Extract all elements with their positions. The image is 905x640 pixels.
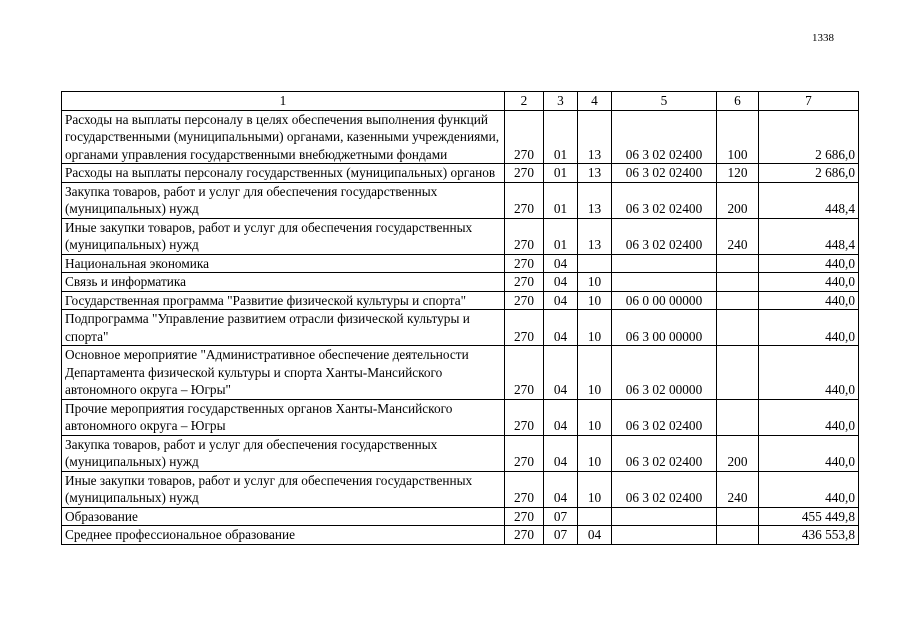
row-name-cell: Государственная программа "Развитие физической культуры и спорта" <box>62 291 505 310</box>
col7-amount-cell: 440,0 <box>759 346 859 400</box>
col3-cell: 01 <box>544 164 578 183</box>
table-row <box>62 164 859 183</box>
table-row <box>62 182 859 218</box>
col4-cell: 10 <box>578 399 612 435</box>
column-header: 3 <box>544 92 578 111</box>
col5-cell: 06 3 02 00000 <box>612 346 717 400</box>
col2-cell: 270 <box>505 254 544 273</box>
col5-cell: 06 3 00 00000 <box>612 310 717 346</box>
table-row <box>62 273 859 292</box>
col6-cell <box>717 346 759 400</box>
column-header: 7 <box>759 92 859 111</box>
col7-amount-cell: 440,0 <box>759 254 859 273</box>
table-row <box>62 110 859 164</box>
row-name-cell: Прочие мероприятия государственных органов Ханты-Мансийского автономного округа – Югры <box>62 399 505 435</box>
col4-cell: 13 <box>578 110 612 164</box>
column-header: 4 <box>578 92 612 111</box>
col2-cell: 270 <box>505 435 544 471</box>
table-row <box>62 254 859 273</box>
col7-amount-cell: 440,0 <box>759 291 859 310</box>
col5-cell: 06 3 02 02400 <box>612 471 717 507</box>
col3-cell: 01 <box>544 110 578 164</box>
col6-cell <box>717 526 759 545</box>
column-header: 2 <box>505 92 544 111</box>
col5-cell <box>612 507 717 526</box>
col3-cell: 04 <box>544 471 578 507</box>
col3-cell: 04 <box>544 346 578 400</box>
table-row <box>62 526 859 545</box>
table-row <box>62 291 859 310</box>
col4-cell: 13 <box>578 182 612 218</box>
row-name-cell: Подпрограмма "Управление развитием отрасли физической культуры и спорта" <box>62 310 505 346</box>
col7-amount-cell: 2 686,0 <box>759 164 859 183</box>
col6-cell <box>717 507 759 526</box>
col2-cell: 270 <box>505 471 544 507</box>
table-row <box>62 218 859 254</box>
col2-cell: 270 <box>505 218 544 254</box>
col2-cell: 270 <box>505 164 544 183</box>
col7-amount-cell: 455 449,8 <box>759 507 859 526</box>
col7-amount-cell: 440,0 <box>759 471 859 507</box>
col3-cell: 04 <box>544 399 578 435</box>
col5-cell: 06 3 02 02400 <box>612 164 717 183</box>
column-header: 6 <box>717 92 759 111</box>
col4-cell: 10 <box>578 273 612 292</box>
row-name-cell: Основное мероприятие "Административное обеспечение деятельности Департамента физической культуры и спорта Ханты-Мансийского автономного округа – Югры" <box>62 346 505 400</box>
table-header <box>62 92 859 111</box>
col7-amount-cell: 440,0 <box>759 399 859 435</box>
table-row <box>62 346 859 400</box>
col3-cell: 01 <box>544 218 578 254</box>
budget-table <box>61 91 859 545</box>
col2-cell: 270 <box>505 526 544 545</box>
col6-cell: 100 <box>717 110 759 164</box>
table-row <box>62 507 859 526</box>
col4-cell: 04 <box>578 526 612 545</box>
col6-cell <box>717 399 759 435</box>
row-name-cell: Расходы на выплаты персоналу государственных (муниципальных) органов <box>62 164 505 183</box>
col3-cell: 07 <box>544 526 578 545</box>
table-body <box>62 110 859 544</box>
row-name-cell: Закупка товаров, работ и услуг для обеспечения государственных (муниципальных) нужд <box>62 435 505 471</box>
col7-amount-cell: 448,4 <box>759 218 859 254</box>
col4-cell: 10 <box>578 291 612 310</box>
col5-cell: 06 0 00 00000 <box>612 291 717 310</box>
col3-cell: 04 <box>544 435 578 471</box>
col5-cell: 06 3 02 02400 <box>612 399 717 435</box>
col4-cell <box>578 507 612 526</box>
col5-cell <box>612 254 717 273</box>
col5-cell: 06 3 02 02400 <box>612 182 717 218</box>
col3-cell: 07 <box>544 507 578 526</box>
column-header: 5 <box>612 92 717 111</box>
col3-cell: 04 <box>544 254 578 273</box>
col4-cell <box>578 254 612 273</box>
col2-cell: 270 <box>505 507 544 526</box>
col3-cell: 01 <box>544 182 578 218</box>
table-row <box>62 435 859 471</box>
row-name-cell: Связь и информатика <box>62 273 505 292</box>
col6-cell: 240 <box>717 218 759 254</box>
col7-amount-cell: 440,0 <box>759 435 859 471</box>
table-row <box>62 399 859 435</box>
col2-cell: 270 <box>505 273 544 292</box>
col2-cell: 270 <box>505 291 544 310</box>
row-name-cell: Иные закупки товаров, работ и услуг для обеспечения государственных (муниципальных) нужд <box>62 471 505 507</box>
row-name-cell: Расходы на выплаты персоналу в целях обеспечения выполнения функций государственными (муниципальными) органами, казенными учреждениями, органами управления государственными внебюджетными фондами <box>62 110 505 164</box>
col7-amount-cell: 448,4 <box>759 182 859 218</box>
col6-cell: 240 <box>717 471 759 507</box>
col4-cell: 10 <box>578 471 612 507</box>
col2-cell: 270 <box>505 310 544 346</box>
col2-cell: 270 <box>505 399 544 435</box>
col3-cell: 04 <box>544 291 578 310</box>
col2-cell: 270 <box>505 182 544 218</box>
col3-cell: 04 <box>544 273 578 292</box>
header-row <box>62 92 859 111</box>
col5-cell: 06 3 02 02400 <box>612 110 717 164</box>
col4-cell: 10 <box>578 310 612 346</box>
col6-cell <box>717 254 759 273</box>
table-row <box>62 471 859 507</box>
col5-cell <box>612 273 717 292</box>
col4-cell: 13 <box>578 164 612 183</box>
col3-cell: 04 <box>544 310 578 346</box>
row-name-cell: Национальная экономика <box>62 254 505 273</box>
col7-amount-cell: 440,0 <box>759 310 859 346</box>
col6-cell: 200 <box>717 435 759 471</box>
col6-cell <box>717 291 759 310</box>
col6-cell: 200 <box>717 182 759 218</box>
col4-cell: 13 <box>578 218 612 254</box>
row-name-cell: Иные закупки товаров, работ и услуг для обеспечения государственных (муниципальных) нужд <box>62 218 505 254</box>
col5-cell <box>612 526 717 545</box>
col2-cell: 270 <box>505 110 544 164</box>
col6-cell <box>717 273 759 292</box>
col7-amount-cell: 440,0 <box>759 273 859 292</box>
table-row <box>62 310 859 346</box>
row-name-cell: Среднее профессиональное образование <box>62 526 505 545</box>
row-name-cell: Закупка товаров, работ и услуг для обеспечения государственных (муниципальных) нужд <box>62 182 505 218</box>
page-number: 1338 <box>812 32 834 44</box>
col6-cell: 120 <box>717 164 759 183</box>
column-header: 1 <box>62 92 505 111</box>
col6-cell <box>717 310 759 346</box>
col4-cell: 10 <box>578 435 612 471</box>
col7-amount-cell: 2 686,0 <box>759 110 859 164</box>
col2-cell: 270 <box>505 346 544 400</box>
col5-cell: 06 3 02 02400 <box>612 218 717 254</box>
col5-cell: 06 3 02 02400 <box>612 435 717 471</box>
col4-cell: 10 <box>578 346 612 400</box>
row-name-cell: Образование <box>62 507 505 526</box>
col7-amount-cell: 436 553,8 <box>759 526 859 545</box>
